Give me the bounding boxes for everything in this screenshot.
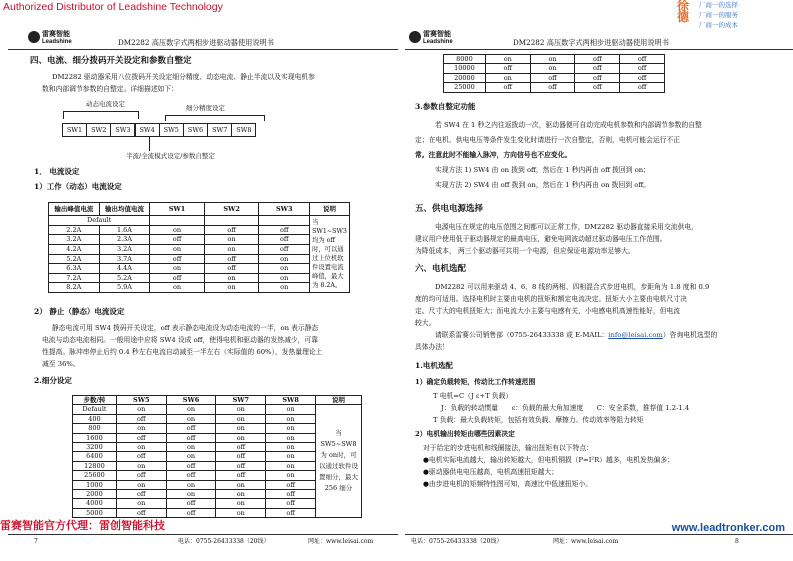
s6-p2: 度的均可适用。选择电机时主要由电机的扭矩和额定电流决定。扭矩大小主要由电机尺寸决 <box>415 295 687 303</box>
table-row <box>49 254 350 264</box>
bullet-3: ●由步进电机的矩频特性图可知，高速比中低速扭矩小。 <box>423 480 593 488</box>
cell: off <box>116 433 166 442</box>
cell: on <box>166 480 216 489</box>
table-row <box>444 73 665 82</box>
cell: Default <box>73 405 117 414</box>
cell: off <box>116 508 166 517</box>
cell: off <box>575 55 620 64</box>
cell: on <box>204 283 259 293</box>
s6-p3: 定。尺寸大的电机扭矩大；而电流大小主要与电感有关，小电感电机高速性能好，但电流 <box>415 307 681 315</box>
cell: 12800 <box>73 461 117 470</box>
th-sw1: SW1 <box>150 203 205 216</box>
current-note: 当 SW1~SW3 均为 off时，可以通过上位机软件设置电流峰值，最大为 8.2A。 <box>310 216 350 293</box>
sw7: SW7 <box>207 123 232 137</box>
s3-p1: 若 SW4 在 1 秒之内往返拨动一次，驱动器便可自动完成电机参数和内部调节参数的自整 <box>435 121 702 129</box>
cell: off <box>216 471 266 480</box>
cell: on <box>485 55 530 64</box>
s1-2-title: 2） 静止（静态）电流设定 <box>34 307 125 316</box>
cell: off <box>266 480 316 489</box>
dyn-bracket <box>63 111 139 119</box>
table-row <box>444 83 665 92</box>
th-sw6: SW6 <box>166 396 216 405</box>
cell: on <box>485 73 530 82</box>
footer-tel: 电话：0755-26433338（20线） <box>411 538 503 545</box>
logo-icon <box>28 31 40 43</box>
cell: on <box>116 443 166 452</box>
page-footer <box>405 534 793 548</box>
s6-1b-title: 2）电机输出转矩由哪些因素决定 <box>415 430 515 438</box>
th-sw5: SW5 <box>116 396 166 405</box>
s2-title: 2.细分设定 <box>34 376 72 385</box>
cell: on <box>116 480 166 489</box>
current-table <box>48 202 350 293</box>
cell: 1600 <box>73 433 117 442</box>
cell: off <box>166 433 216 442</box>
page-header <box>405 24 793 50</box>
cell: 3.7A <box>99 254 150 264</box>
footer-web: 网址：www.leisai.com <box>553 538 619 545</box>
formula-2: J：负载的转动惯量 ε：负载的最大角加速度 C：安全系数，推荐值 1.2-1.4 <box>441 404 690 412</box>
right-page <box>405 24 793 544</box>
sw3: SW3 <box>110 123 135 137</box>
cell: on <box>216 499 266 508</box>
s1-title: 1． 电流设定 <box>34 167 80 176</box>
page-number: 7 <box>34 538 38 545</box>
table-row <box>49 264 350 274</box>
s3-title: 3.参数自整定功能 <box>415 102 476 111</box>
cell: off <box>116 490 166 499</box>
cell: 1000 <box>73 480 117 489</box>
section-4-intro-1: DM2282 驱动器采用八位拨码开关设定细分精度、动态电流、静止半流以及实现电机参 <box>52 73 315 81</box>
cell: 6400 <box>73 452 117 461</box>
cell: on <box>216 490 266 499</box>
s3-p3: 常。注意此时不能输入脉冲，方向信号也不应变化。 <box>415 151 572 159</box>
cell: off <box>166 471 216 480</box>
sw4-lead <box>149 137 150 151</box>
table-row <box>49 235 350 245</box>
table-row <box>49 283 350 293</box>
cell: 4.4A <box>99 264 150 274</box>
s6-1a-title: 1）确定负载转矩，传动比工作转速范围 <box>415 378 536 386</box>
s1-2-p2: 电流与动态电流相同。一般用途中应将 SW4 设成 off，使得电机和驱动器的发热减少，可靠 <box>42 336 319 344</box>
s6-contact-text: 请联系雷赛公司销售部（0755-26433338 或 E-MAIL： <box>435 331 609 339</box>
cell: on <box>150 225 205 235</box>
table-row <box>444 64 665 73</box>
cell: on <box>216 508 266 517</box>
logo-cn: 雷赛智能 <box>42 29 70 38</box>
logo-en: Leadshine <box>42 39 72 45</box>
cell: on <box>259 273 310 283</box>
th-sw3: SW3 <box>259 203 310 216</box>
cell: off <box>259 244 310 254</box>
microstep-note: 当 SW5~SW8 为 on时，可以通过软件设置细分，最大 256 细分 <box>316 405 362 518</box>
cell: on <box>266 414 316 423</box>
cell: on <box>150 264 205 274</box>
s6-title: 六、电机选配 <box>415 264 467 274</box>
cell: 2.2A <box>49 225 100 235</box>
cell: 25600 <box>73 471 117 480</box>
cell: on <box>166 405 216 414</box>
cell: on <box>116 499 166 508</box>
cell: on <box>166 452 216 461</box>
th-peak: 输出峰值电流 <box>49 203 100 216</box>
cell: on <box>204 235 259 245</box>
cell: 5.2A <box>49 254 100 264</box>
cell: 8000 <box>444 55 486 64</box>
left-page <box>8 24 398 544</box>
cell: on <box>216 433 266 442</box>
watermark-line-2: 厂商一的服务 <box>699 12 738 19</box>
cell: on <box>266 461 316 470</box>
half-current-label: 半流/全流模式设定/参数自整定 <box>126 152 215 160</box>
cell: on <box>116 424 166 433</box>
s1-2-p1: 静态电流可用 SW4 拨码开关设定，off 表示静态电流设为动态电流的一半，on 表示静态 <box>52 324 319 332</box>
microstep-bracket <box>165 115 265 121</box>
sw1: SW1 <box>62 123 87 137</box>
email-link[interactable]: info@leisai.com <box>608 331 663 339</box>
cell: 3.2A <box>99 244 150 254</box>
cell: off <box>116 471 166 480</box>
agent-url[interactable]: www.leadtronker.com <box>671 522 785 534</box>
page-number: 8 <box>735 538 739 545</box>
top-banner <box>0 0 793 14</box>
s1-1-title: 1）工作（动态）电流设定 <box>34 182 122 191</box>
footer-tel: 电话：0755-26433338（20线） <box>178 538 270 545</box>
cell: off <box>259 235 310 245</box>
cell: on <box>116 405 166 414</box>
table-row <box>49 244 350 254</box>
cell: off <box>150 273 205 283</box>
formula-1: T 电机=C（J ε+T 负载） <box>433 392 513 400</box>
banner-title: Authorized Distributor of Leadshine Technology <box>3 1 223 13</box>
th-avg: 输出均值电流 <box>99 203 150 216</box>
cell: off <box>204 225 259 235</box>
cell: on <box>204 273 259 283</box>
page-footer <box>8 534 398 548</box>
logo-cn: 雷赛智能 <box>423 29 451 38</box>
formula-3: T 负载：最大负载转矩，包括有效负载、摩擦力、传动效率等阻力转矩 <box>433 416 644 424</box>
microstep-table <box>72 395 362 518</box>
cell: 8.2A <box>49 283 100 293</box>
s1-2-p4: 减至 36%。 <box>42 360 80 368</box>
cell: 25000 <box>444 83 486 92</box>
cell: off <box>575 73 620 82</box>
cell: on <box>116 461 166 470</box>
th-sw7: SW7 <box>216 396 266 405</box>
sw6: SW6 <box>183 123 208 137</box>
th-steps: 步数/转 <box>73 396 117 405</box>
cell: 4000 <box>73 499 117 508</box>
bullet-2: ●驱动器供电电压越高，电机高速扭矩越大； <box>423 468 559 476</box>
bullet-intro: 对于给定的步进电机和线圈接法，输出扭矩有以下特点： <box>423 444 593 452</box>
header-title: DM2282 高压数字式两相步进驱动器使用说明书 <box>118 38 274 47</box>
cell: 10000 <box>444 64 486 73</box>
cell: off <box>485 83 530 92</box>
cell: off <box>575 83 620 92</box>
s3-p2: 定；在电机、供电电压等条件发生变化时请进行一次自整定，否则，电机可能会运行不正 <box>415 136 681 144</box>
s6-p1: DM2282 可以用来驱动 4、6、8 线的两相、四相混合式步进电机，步距角为 1.8 度和 0.9 <box>435 283 710 291</box>
cell: off <box>620 73 665 82</box>
cell: off <box>620 64 665 73</box>
header-title: DM2282 高压数字式两相步进驱动器使用说明书 <box>513 38 669 47</box>
logo-icon <box>409 31 421 43</box>
section-4-title: 四、电流、细分拨码开关设定和参数自整定 <box>30 56 192 66</box>
cell: off <box>204 264 259 274</box>
sw8: SW8 <box>231 123 256 137</box>
dyn-current-label: 动态电流设定 <box>86 100 125 108</box>
sw5: SW5 <box>159 123 184 137</box>
microstep-table-cont <box>443 54 665 93</box>
cell: off <box>116 452 166 461</box>
th-sw8: SW8 <box>266 396 316 405</box>
cell: 7.2A <box>49 273 100 283</box>
s5-p2: 建议用户使用低于驱动器规定的最高电压，避免电网波动超过驱动器电压工作范围。 <box>415 235 667 243</box>
cell: off <box>166 499 216 508</box>
sw2: SW2 <box>86 123 111 137</box>
s6-contact <box>435 329 717 341</box>
cell: on <box>204 244 259 254</box>
section-4-intro-2: 数和内部调节参数的自整定。详细描述如下： <box>42 85 178 93</box>
cell: 5.2A <box>99 273 150 283</box>
cell: on <box>166 443 216 452</box>
cell: off <box>530 73 575 82</box>
cell: on <box>150 244 205 254</box>
cell: on <box>259 254 310 264</box>
cell: 5000 <box>73 508 117 517</box>
cell: off <box>216 452 266 461</box>
cell: off <box>216 443 266 452</box>
cell: on <box>216 414 266 423</box>
cell: on <box>216 480 266 489</box>
cell: on <box>266 405 316 414</box>
agent-text: 雷赛智能官方代理：雷创智能科技 <box>0 520 165 532</box>
leadshine-logo <box>409 30 471 48</box>
cell: off <box>150 254 205 264</box>
cell: off <box>485 64 530 73</box>
cell: off <box>266 499 316 508</box>
cell: 5.9A <box>99 283 150 293</box>
cell: on <box>259 283 310 293</box>
cell: on <box>266 433 316 442</box>
cell: on <box>150 283 205 293</box>
cell: off <box>530 83 575 92</box>
th-note: 说明 <box>310 203 350 216</box>
s6-p4: 较大。 <box>415 319 436 327</box>
s1-2-p3: 性提高。脉冲串停止后约 0.4 秒左右电流自动减至一半左右（实际值的 60%），发热量理论上 <box>42 348 323 356</box>
cell: on <box>266 443 316 452</box>
cell: off <box>266 490 316 499</box>
th-note2: 说明 <box>316 396 362 405</box>
default-cell: Default <box>49 216 150 226</box>
cell: on <box>166 490 216 499</box>
cell: off <box>166 424 216 433</box>
table-row <box>73 405 362 414</box>
cell: 4.2A <box>49 244 100 254</box>
cell: off <box>620 83 665 92</box>
table-row <box>49 273 350 283</box>
s3-method-1: 实现方法 1) SW4 由 on 拨到 off，然后在 1 秒内再由 off 拨回到 on； <box>435 166 650 174</box>
cell: on <box>266 471 316 480</box>
cell: 1.6A <box>99 225 150 235</box>
logo-en: Leadshine <box>423 39 453 45</box>
cell: off <box>620 55 665 64</box>
cell: 800 <box>73 424 117 433</box>
cell: 3.2A <box>49 235 100 245</box>
cell: on <box>266 452 316 461</box>
cell: on <box>530 55 575 64</box>
s6-contact-tail: ）咨询电机选型的 <box>662 331 718 339</box>
leadshine-logo <box>28 30 90 48</box>
cell: on <box>166 414 216 423</box>
cell: off <box>166 461 216 470</box>
watermark-line-3: 厂商一的成本 <box>699 22 738 29</box>
cell: 3200 <box>73 443 117 452</box>
cell: off <box>266 508 316 517</box>
cell: on <box>259 264 310 274</box>
cell: off <box>575 64 620 73</box>
table-row <box>444 55 665 64</box>
cell: on <box>530 64 575 73</box>
s5-title: 五、供电电源选择 <box>415 204 484 214</box>
cell: off <box>150 235 205 245</box>
cell: off <box>259 225 310 235</box>
watermark-logo-glyph: 徐 德 <box>677 0 690 24</box>
cell: off <box>216 461 266 470</box>
cell: on <box>216 424 266 433</box>
cell: off <box>204 254 259 264</box>
cell: 2000 <box>73 490 117 499</box>
page-header <box>8 24 398 50</box>
watermark-line-1: 厂商一的选择 <box>699 2 738 9</box>
cell: on <box>266 424 316 433</box>
s3-method-2: 实现方法 2) SW4 由 off 拨到 on，然后在 1 秒内再由 on 拨回到 off。 <box>435 181 650 189</box>
table-row <box>49 225 350 235</box>
s5-p3: 为降低成本， 两三个驱动器可共用一个电源，但应保证电源功率足够大。 <box>415 247 635 255</box>
dip-switch-row <box>62 123 256 137</box>
th-sw2: SW2 <box>204 203 259 216</box>
cell: on <box>216 405 266 414</box>
footer-web: 网址：www.leisai.com <box>308 538 374 545</box>
s5-p1: 电源电压在规定的电压范围之间都可以正常工作，DM2282 驱动器直接采用交流供电， <box>435 223 698 231</box>
cell: 400 <box>73 414 117 423</box>
cell: 6.3A <box>49 264 100 274</box>
cell: 2.3A <box>99 235 150 245</box>
cell: 20000 <box>444 73 486 82</box>
cell: off <box>166 508 216 517</box>
s6-1-title: 1.电机选配 <box>415 361 453 370</box>
cell: off <box>116 414 166 423</box>
s6-p7: 具体办法！ <box>415 343 449 351</box>
bullet-1: ●电机实际电流越大，输出转矩越大，但电机铜损（P=I²R）越多，电机发热偏多； <box>423 456 675 464</box>
microstep-label: 细分精度设定 <box>186 104 225 112</box>
sw4: SW4 <box>135 123 160 137</box>
